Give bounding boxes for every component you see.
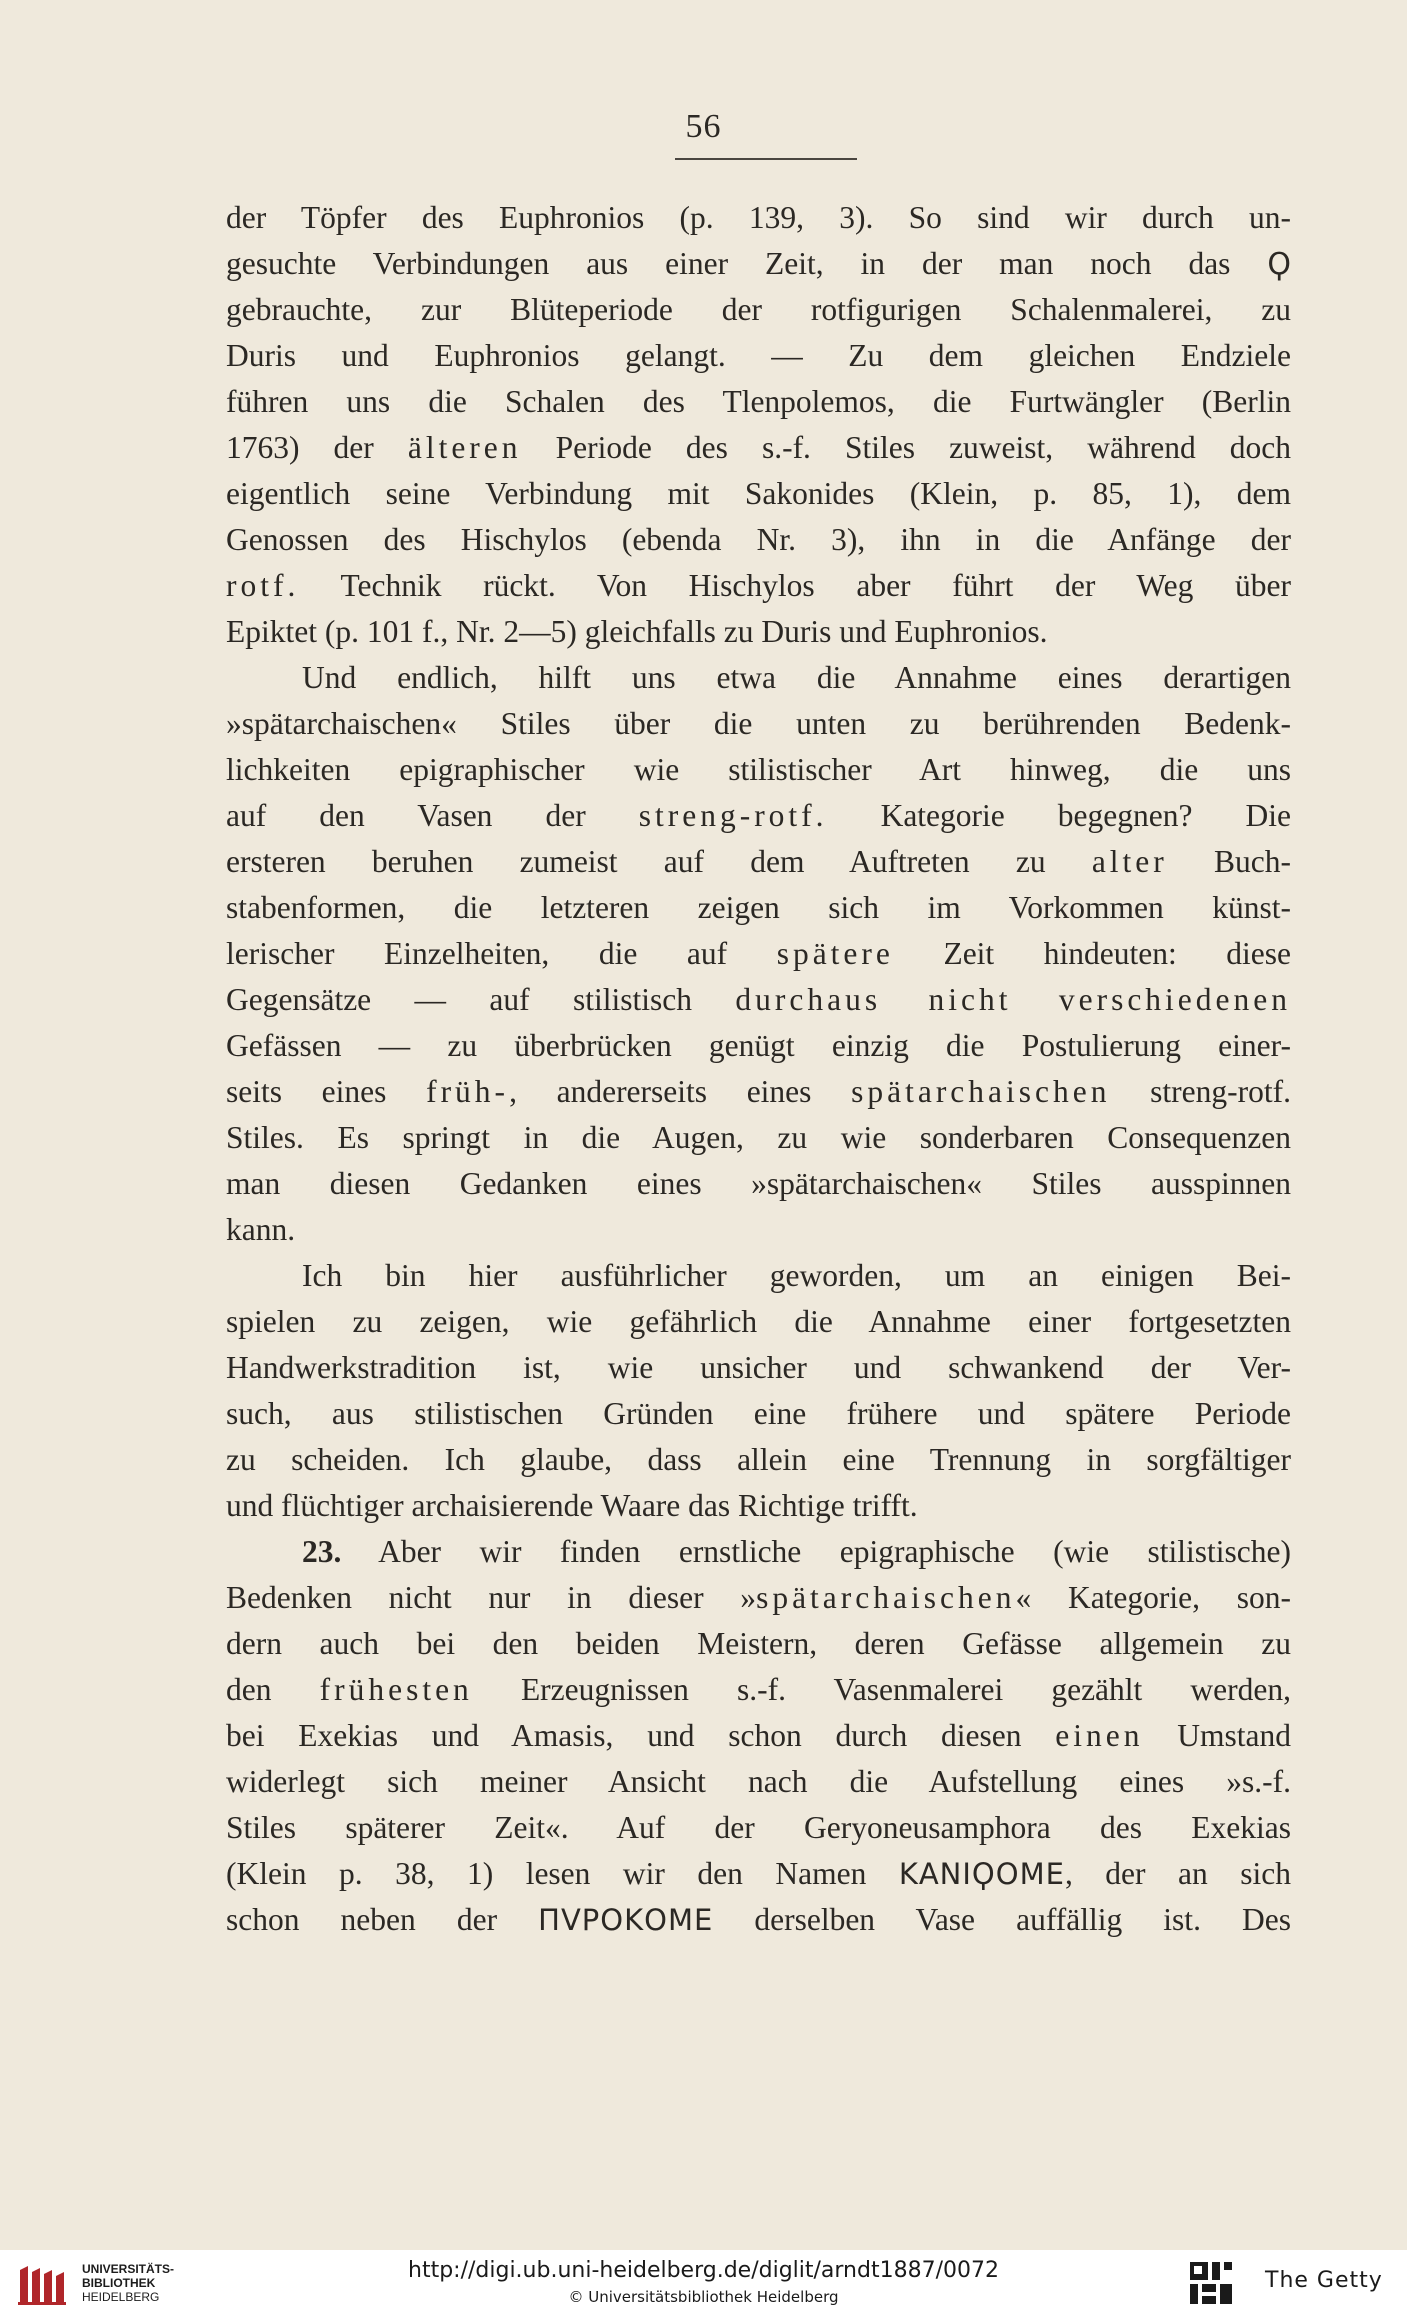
text-segment: alter bbox=[1091, 844, 1168, 879]
text-segment: ΠVΡΟΚΟΜΕ bbox=[538, 1903, 714, 1937]
text-segment: Aber wir finden ernstliche epigraphische (wie stilistische) bbox=[341, 1534, 1291, 1569]
text-line bbox=[226, 885, 1291, 931]
text-segment: gesuchte Verbindungen aus einer Zeit, in der man noch das bbox=[226, 246, 1268, 281]
text-segment: 1763) der bbox=[226, 430, 408, 465]
text-line bbox=[226, 425, 1291, 471]
text-segment: Bedenken nicht nur in dieser » bbox=[226, 1580, 757, 1615]
text-segment: Und endlich, hilft uns etwa die Annahme eines derartigen bbox=[302, 660, 1291, 695]
text-line bbox=[226, 563, 1291, 609]
text-line bbox=[226, 1713, 1291, 1759]
text-line bbox=[226, 793, 1291, 839]
body-text bbox=[226, 195, 1291, 1943]
text-segment: spätarchaischen bbox=[851, 1074, 1111, 1109]
text-segment: Umstand bbox=[1143, 1718, 1291, 1753]
text-segment: (Klein p. 38, 1) lesen wir den Namen bbox=[226, 1856, 899, 1891]
text-line bbox=[226, 1023, 1291, 1069]
text-line bbox=[226, 839, 1291, 885]
text-segment: eigentlich seine Verbindung mit Sakonides (Klein, p. 85, 1), dem bbox=[226, 476, 1291, 511]
text-segment: Stiles. Es springt in die Augen, zu wie sonderbaren Consequenzen bbox=[226, 1120, 1291, 1155]
text-segment: Gefässen — zu überbrücken genügt einzig die Postulierung einer- bbox=[226, 1028, 1291, 1063]
text-segment: Ich bin hier ausführlicher geworden, um an einigen Bei- bbox=[302, 1258, 1291, 1293]
text-segment: der Töpfer des Euphronios (p. 139, 3). So sind wir durch un- bbox=[226, 200, 1291, 235]
footer-bar bbox=[0, 2250, 1407, 2310]
text-segment: kann. bbox=[226, 1212, 296, 1247]
text-segment: widerlegt sich meiner Ansicht nach die Aufstellung eines »s.-f. bbox=[226, 1764, 1291, 1799]
institution-line-2: BIBLIOTHEK bbox=[82, 2276, 156, 2290]
text-segment: Kategorie begegnen? Die bbox=[827, 798, 1291, 833]
text-line bbox=[226, 609, 1291, 655]
text-segment: derselben Vase auffällig ist. Des bbox=[713, 1902, 1291, 1937]
text-line bbox=[226, 1253, 1291, 1299]
text-segment: rotf. bbox=[226, 568, 300, 603]
text-line bbox=[226, 1575, 1291, 1621]
text-line bbox=[226, 1161, 1291, 1207]
text-segment: bei Exekias und Amasis, und schon durch diesen bbox=[226, 1718, 1056, 1753]
text-segment: seits eines bbox=[226, 1074, 427, 1109]
text-segment: Epiktet (p. 101 f., Nr. 2—5) gleichfalls zu Duris und Euphronios. bbox=[226, 614, 1048, 649]
text-line bbox=[226, 1897, 1291, 1943]
text-segment: älteren bbox=[407, 430, 522, 465]
text-segment: lichkeiten epigraphischer wie stilistischer Art hinweg, die uns bbox=[226, 752, 1291, 787]
text-line bbox=[226, 1529, 1291, 1575]
text-line bbox=[226, 471, 1291, 517]
institution-line-3: HEIDELBERG bbox=[82, 2290, 160, 2304]
text-segment: Handwerkstradition ist, wie unsicher und schwankend der Ver- bbox=[226, 1350, 1291, 1385]
text-segment: stabenformen, die letzteren zeigen sich im Vorkommen künst- bbox=[226, 890, 1291, 925]
document-url[interactable]: http://digi.ub.uni-heidelberg.de/diglit/arndt1887/0072 bbox=[408, 2258, 999, 2283]
text-line bbox=[226, 287, 1291, 333]
text-segment: spätere bbox=[776, 936, 894, 971]
text-line bbox=[226, 1115, 1291, 1161]
text-segment: such, aus stilistischen Gründen eine frühere und spätere Periode bbox=[226, 1396, 1291, 1431]
text-line bbox=[226, 977, 1291, 1023]
text-segment: durchaus nicht verschiedenen bbox=[735, 982, 1291, 1017]
text-line bbox=[226, 379, 1291, 425]
text-segment: Erzeugnissen s.-f. Vasenmalerei gezählt werden, bbox=[472, 1672, 1291, 1707]
partner-name: The Getty bbox=[1265, 2268, 1383, 2293]
text-segment: , andererseits eines bbox=[509, 1074, 852, 1109]
text-segment: einen bbox=[1055, 1718, 1144, 1753]
text-segment: führen uns die Schalen des Tlenpolemos, die Furtwängler (Berlin bbox=[226, 384, 1291, 419]
text-segment: Gegensätze — auf stilistisch bbox=[226, 982, 736, 1017]
text-segment: streng-rotf. bbox=[638, 798, 828, 833]
text-line bbox=[226, 655, 1291, 701]
text-segment: schon neben der bbox=[226, 1902, 539, 1937]
text-line bbox=[226, 1621, 1291, 1667]
text-line bbox=[226, 1391, 1291, 1437]
text-line bbox=[226, 931, 1291, 977]
text-segment: früh- bbox=[426, 1074, 510, 1109]
institution-line-1: UNIVERSITÄTS- bbox=[82, 2262, 175, 2276]
text-line bbox=[226, 1483, 1291, 1529]
text-segment: Buch- bbox=[1167, 844, 1291, 879]
text-segment: »spätarchaischen« Stiles über die unten zu berührenden Bedenk- bbox=[226, 706, 1291, 741]
text-line bbox=[226, 517, 1291, 563]
text-segment: zu scheiden. Ich glaube, dass allein eine Trennung in sorgfältiger bbox=[226, 1442, 1291, 1477]
text-line bbox=[226, 701, 1291, 747]
text-line bbox=[226, 1345, 1291, 1391]
text-line bbox=[226, 1851, 1291, 1897]
text-segment: Genossen des Hischylos (ebenda Nr. 3), ihn in die Anfänge der bbox=[226, 522, 1291, 557]
text-segment: Zeit hindeuten: diese bbox=[893, 936, 1291, 971]
text-line bbox=[226, 333, 1291, 379]
text-line bbox=[226, 1437, 1291, 1483]
text-segment: Periode des s.-f. Stiles zuweist, während doch bbox=[521, 430, 1291, 465]
text-segment: Stiles späterer Zeit«. Auf der Geryoneusamphora des Exekias bbox=[226, 1810, 1291, 1845]
text-segment: dern auch bei den beiden Meistern, deren Gefässe allgemein zu bbox=[226, 1626, 1291, 1661]
getty-logo bbox=[1188, 2260, 1234, 2306]
text-segment: gebrauchte, zur Blüteperiode der rotfigurigen Schalenmalerei, zu bbox=[226, 292, 1291, 327]
page-number: 56 bbox=[685, 108, 722, 145]
text-line bbox=[226, 1759, 1291, 1805]
text-segment: , der an sich bbox=[1064, 1856, 1291, 1891]
text-segment: Technik rückt. Von Hischylos aber führt der Weg über bbox=[299, 568, 1291, 603]
text-segment: den bbox=[226, 1672, 320, 1707]
text-segment: 23. bbox=[302, 1534, 342, 1569]
text-segment: ersteren beruhen zumeist auf dem Auftreten zu bbox=[226, 844, 1092, 879]
text-line bbox=[226, 1207, 1291, 1253]
text-segment: ΚΑΝΙϘΟΜΕ bbox=[898, 1857, 1065, 1891]
text-segment: frühesten bbox=[319, 1672, 473, 1707]
text-segment: auf den Vasen der bbox=[226, 798, 639, 833]
text-segment: spätarchaischen bbox=[756, 1580, 1016, 1615]
text-segment: und flüchtiger archaisierende Waare das Richtige trifft. bbox=[226, 1488, 918, 1523]
text-segment: « Kategorie, son- bbox=[1015, 1580, 1291, 1615]
text-segment: streng-rotf. bbox=[1110, 1074, 1291, 1109]
text-segment: man diesen Gedanken eines »spätarchaischen« Stiles ausspinnen bbox=[226, 1166, 1291, 1201]
text-segment: lerischer Einzelheiten, die auf bbox=[226, 936, 777, 971]
text-segment: Ϙ bbox=[1267, 247, 1291, 282]
text-line bbox=[226, 241, 1291, 287]
text-line bbox=[226, 195, 1291, 241]
text-line bbox=[226, 747, 1291, 793]
header-rule bbox=[675, 158, 857, 160]
copyright-notice: © Universitätsbibliothek Heidelberg bbox=[568, 2288, 839, 2306]
text-line bbox=[226, 1299, 1291, 1345]
text-line bbox=[226, 1667, 1291, 1713]
text-segment: spielen zu zeigen, wie gefährlich die Annahme einer fortgesetzten bbox=[226, 1304, 1291, 1339]
text-line bbox=[226, 1805, 1291, 1851]
text-line bbox=[226, 1069, 1291, 1115]
text-segment: Duris und Euphronios gelangt. — Zu dem gleichen Endziele bbox=[226, 338, 1291, 373]
